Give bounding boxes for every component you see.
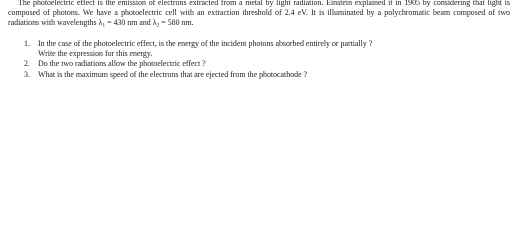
intro-paragraph [0,0,518,29]
question-number: 1. [24,39,30,48]
question-number: 3. [24,69,30,79]
lambda-1-subscript: 1 [102,22,106,29]
question-subtext: Write the expression for this energy. [38,49,153,59]
question-item [0,70,518,80]
question-item [0,39,518,59]
question-item [0,59,518,69]
question-number: 2. [24,59,30,69]
document-page [0,0,518,113]
question-text: In the case of the photoelectric effect, is the energy of the incident photons absorbed entirely or partially ? [38,39,373,48]
intro-text-3: = 580 nm. [159,18,194,28]
intro-text: The photoelectric effect is the emission of electrons extracted from a metal by light radiation. Einstein explained it in 1905 by considering that light is composed of photons. We have a photoelectric cell with an extraction threshold of 2.4 eV. It is illuminated by a polychromatic beam composed of two radiations with wavelengths λ [8,0,510,28]
question-text: Do the two radiations allow the photoelectric effect ? [38,59,206,69]
question-list [0,39,518,80]
question-text: What is the maximum speed of the electrons that are ejected from the photocathode ? [38,69,308,79]
intro-text-2: = 430 nm and λ [105,18,157,28]
lambda-2-subscript: 2 [156,22,160,29]
